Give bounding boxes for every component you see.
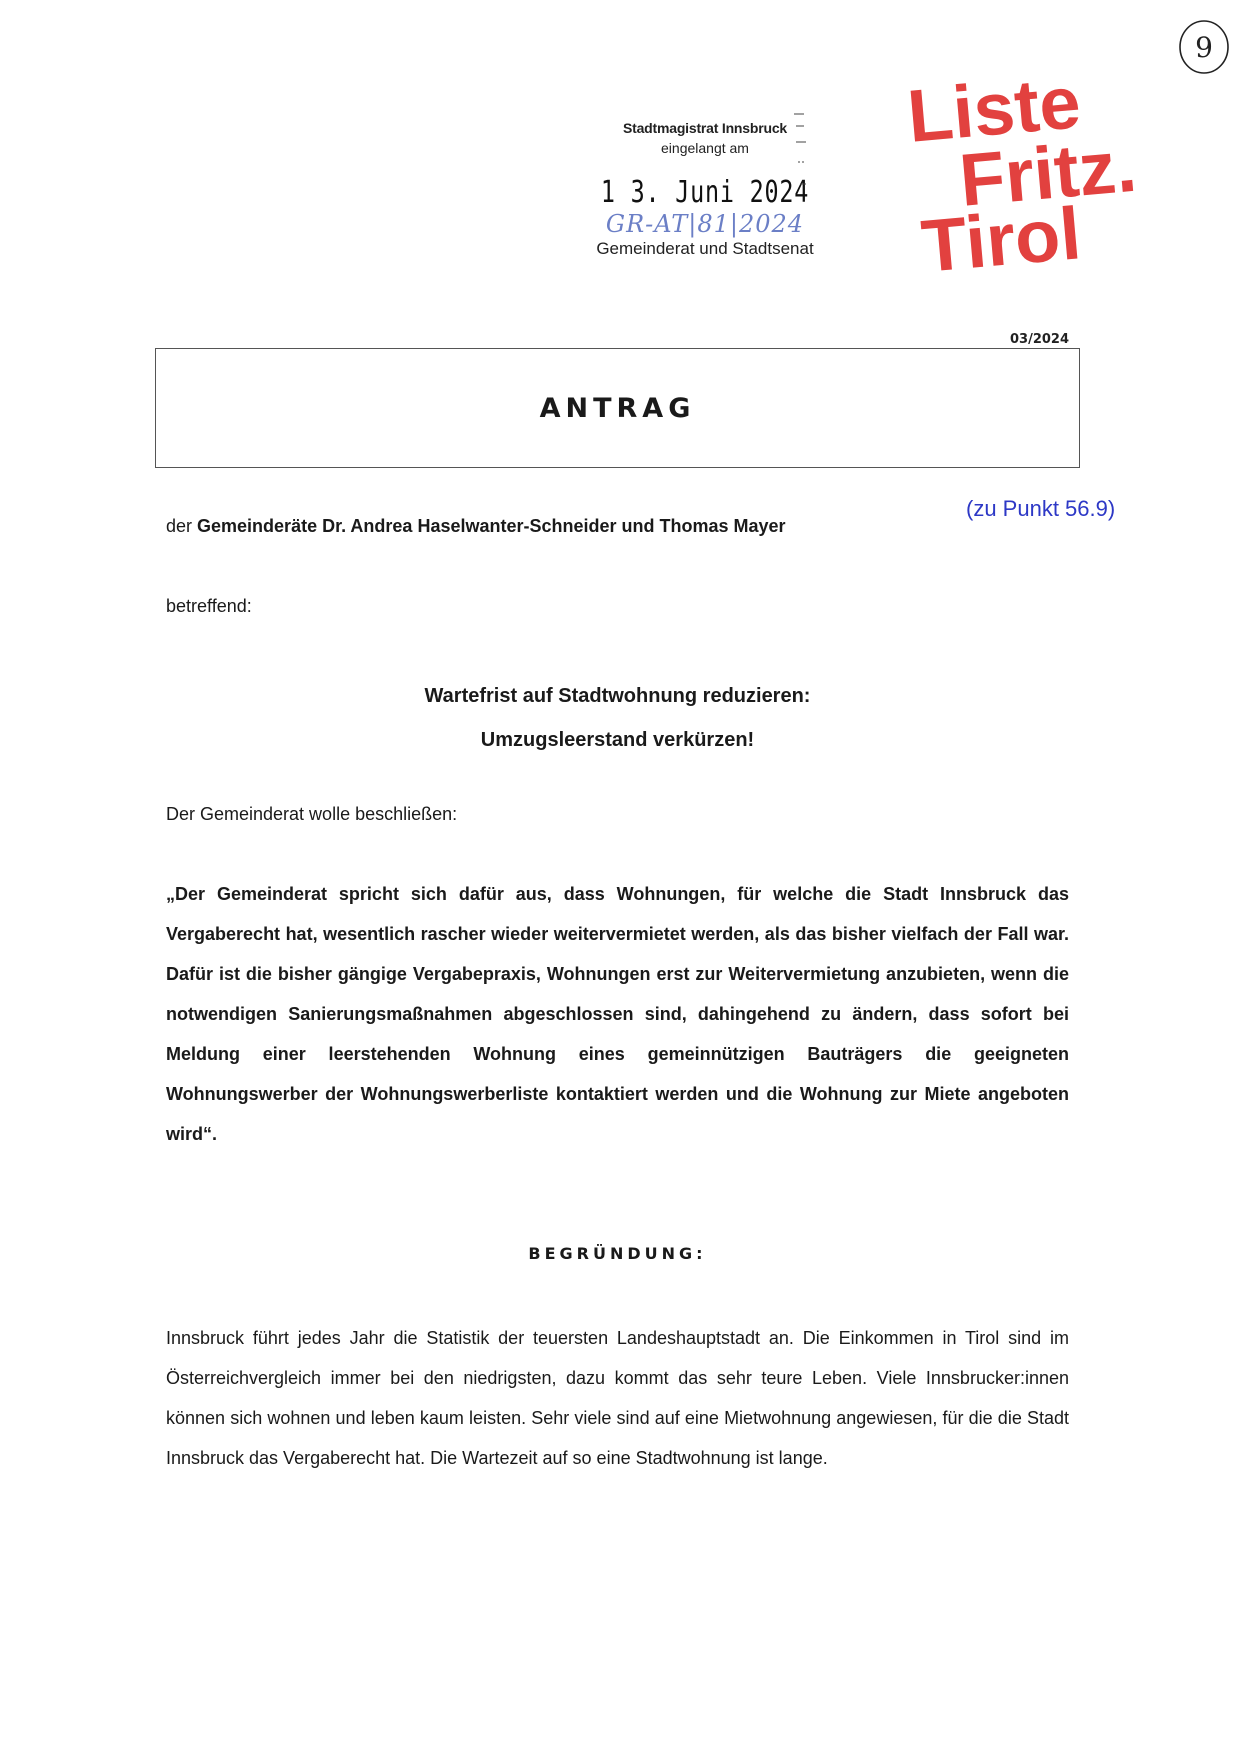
applicants-prefix: der <box>166 516 198 536</box>
stamp-department: Gemeinderat und Stadtsenat <box>596 239 814 258</box>
resolution-intro: Der Gemeinderat wolle beschließen: <box>166 804 458 824</box>
subject-heading <box>166 674 1069 762</box>
page-number-text: 9 <box>1195 31 1213 64</box>
concerning-label: betreffend: <box>166 596 252 616</box>
applicants-names: Gemeinderäte Dr. Andrea Haselwanter-Schneider und Thomas Mayer <box>197 516 786 536</box>
stamp-border-marks <box>790 112 812 212</box>
reasoning-text: Innsbruck führt jedes Jahr die Statistik der teuersten Landeshauptstadt an. Die Einkommen in Tirol sind im Österreichvergleich immer bei den niedrigsten, dazu kommt das sehr teure Leben. Viele Innsbrucker:innen können sich wohnen und leben kaum leisten. Sehr viele sind auf eine Mietwohnung angewiesen, für die die Stadt Innsbruck das Vergaberecht hat. Die Wartezeit auf so eine Stadtwohnung ist lange. <box>166 1328 1069 1468</box>
agenda-reference: (zu Punkt 56.9) <box>966 496 1116 521</box>
handwritten-page-number <box>1176 18 1232 76</box>
logo-word-fritz: Fritz. <box>956 123 1140 222</box>
stamp-received-label: eingelangt am <box>661 140 749 156</box>
stamp-reference-handwritten: GR-AT|81|2024 <box>605 210 805 238</box>
document-number: 03/2024 <box>1010 332 1070 347</box>
logo-word-liste: Liste <box>904 60 1084 158</box>
stamp-organization: Stadtmagistrat Innsbruck <box>622 120 787 136</box>
subject-line-1: Wartefrist auf Stadtwohnung reduzieren: <box>424 685 811 707</box>
logo-word-tirol: Tirol <box>918 191 1084 288</box>
document-title: ANTRAG <box>539 393 696 424</box>
motion-text: „Der Gemeinderat spricht sich dafür aus, dass Wohnungen, für welche die Stadt Innsbruck das Vergaberecht hat, wesentlich rascher wieder weitervermietet werden, als das bisher vielfach der Fall war. Dafür ist die bisher gängige Vergabepraxis, Wohnungen erst zur Weitervermietung anzubieten, wenn die notwendigen Sanierungsmaßnahmen abgeschlossen sind, dahingehend zu ändern, dass sofort bei Meldung einer leerstehenden Wohnung eines gemeinnützigen Bauträgers die geeigneten Wohnungswerber der Wohnungswerberliste kontaktiert werden und die Wohnung zur Miete angeboten wird“. <box>166 884 1069 1144</box>
reasoning-heading: BEGRÜNDUNG: <box>528 1244 707 1263</box>
title-box <box>155 348 1080 468</box>
applicants-line <box>166 516 786 537</box>
party-logo <box>900 60 1150 290</box>
stamp-date: 1 3. Juni 2024 <box>600 175 810 210</box>
subject-line-2: Umzugsleerstand verkürzen! <box>480 729 755 751</box>
